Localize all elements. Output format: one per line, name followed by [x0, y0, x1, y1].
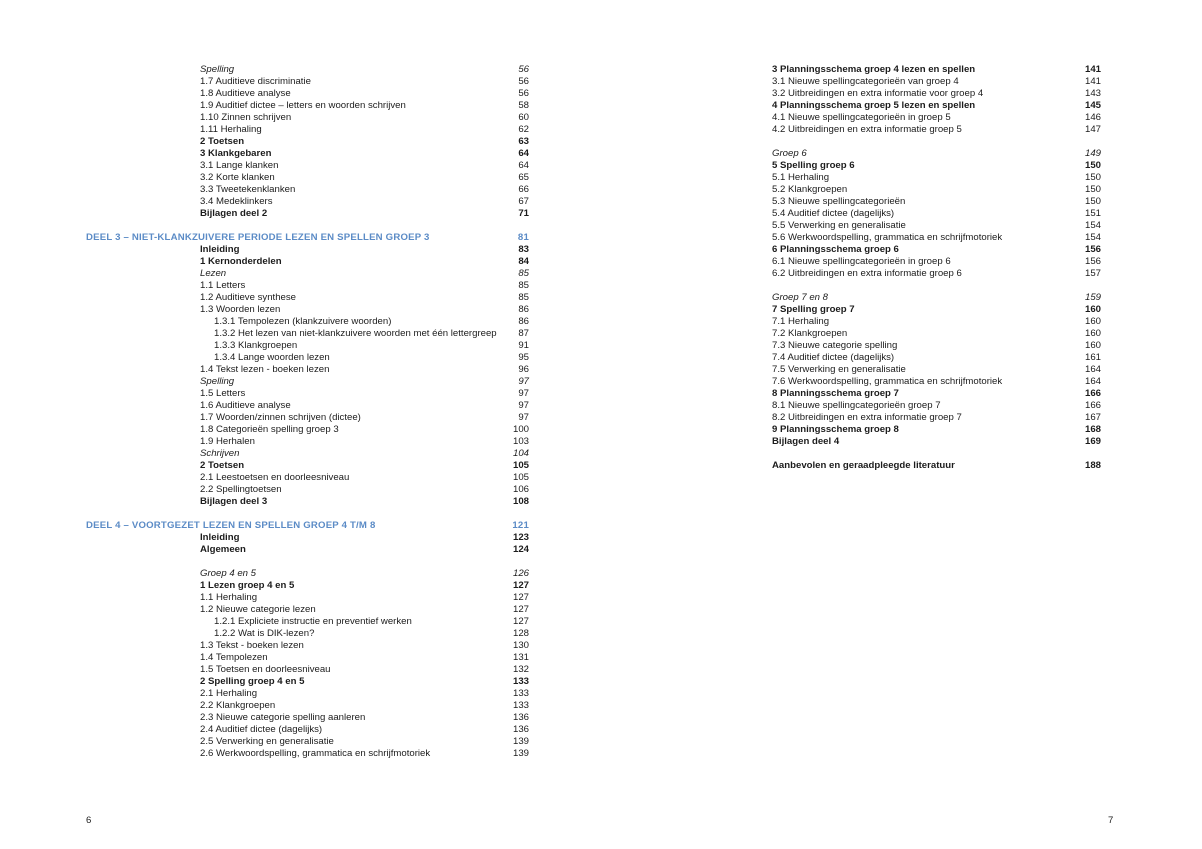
- toc-entry-title: 1.4 Tempolezen: [200, 652, 268, 663]
- toc-entry-title: 1 Kernonderdelen: [200, 256, 282, 267]
- toc-entry: [0, 160, 540, 172]
- toc-entry-title: 7.6 Werkwoordspelling, grammatica en schrijfmotoriek: [772, 376, 1003, 387]
- toc-entry-page: 151: [1084, 208, 1101, 219]
- toc-entry-title: Inleiding: [200, 244, 240, 255]
- toc-entry-page: 128: [512, 628, 529, 639]
- toc-entry-page: 86: [518, 316, 529, 327]
- toc-entry: [0, 532, 540, 544]
- toc-entry-page: 60: [518, 112, 529, 123]
- toc-entry-page: 87: [518, 328, 529, 339]
- toc-entry: [0, 448, 540, 460]
- toc-entry-title: 1.2.1 Expliciete instructie en preventief werken: [214, 616, 412, 627]
- toc-entry-page: 83: [518, 244, 529, 255]
- toc-entry-title: 3.1 Nieuwe spellingcategorieën van groep 4: [772, 76, 959, 87]
- toc-entry: [600, 304, 1110, 316]
- toc-entry-title: 1 Lezen groep 4 en 5: [200, 580, 295, 591]
- toc-entry-page: 139: [512, 736, 529, 747]
- toc-entry: [0, 256, 540, 268]
- toc-entry-title: 1.5 Toetsen en doorleesniveau: [200, 664, 331, 675]
- toc-entry-page: 85: [518, 268, 529, 279]
- toc-entry-title: 1.6 Auditieve analyse: [200, 400, 291, 411]
- toc-entry-page: 121: [512, 520, 529, 531]
- toc-entry: [0, 484, 540, 496]
- toc-entry-title: 1.1 Letters: [200, 280, 246, 291]
- toc-entry: [0, 244, 540, 256]
- toc-entry-title: 1.2 Auditieve synthese: [200, 292, 297, 303]
- toc-entry-page: 58: [518, 100, 529, 111]
- toc-entry-page: 149: [1084, 148, 1101, 159]
- toc-entry: [0, 592, 540, 604]
- toc-entry-page: 65: [518, 172, 529, 183]
- toc-entry-title: 1.3.1 Tempolezen (klankzuivere woorden): [214, 316, 392, 327]
- toc-entry-title: 1.8 Auditieve analyse: [200, 88, 291, 99]
- toc-entry-page: 85: [518, 280, 529, 291]
- toc-entry-page: 160: [1084, 340, 1101, 351]
- toc-entry-title: 1.2.2 Wat is DIK-lezen?: [214, 628, 315, 639]
- toc-entry-title: 1.3.3 Klankgroepen: [214, 340, 298, 351]
- toc-entry-page: 86: [518, 304, 529, 315]
- toc-entry-page: 85: [518, 292, 529, 303]
- toc-entry: [0, 568, 540, 580]
- toc-entry: [600, 148, 1110, 160]
- page-number-right: 7: [1108, 815, 1114, 826]
- toc-entry-title: Bijlagen deel 4: [772, 436, 840, 447]
- toc-entry-title: 2.5 Verwerking en generalisatie: [200, 736, 334, 747]
- toc-entry-page: 106: [512, 484, 529, 495]
- toc-entry-page: 132: [512, 664, 529, 675]
- toc-entry-page: 161: [1084, 352, 1101, 363]
- toc-entry: [0, 172, 540, 184]
- toc-entry-title: Algemeen: [200, 544, 246, 555]
- toc-entry: [600, 424, 1110, 436]
- toc-entry: [600, 124, 1110, 136]
- toc-entry-page: 56: [518, 64, 529, 75]
- toc-entry: [0, 616, 540, 628]
- toc-entry: [0, 316, 540, 328]
- toc-entry: [600, 436, 1110, 448]
- toc-entry-page: 97: [518, 388, 529, 399]
- toc-entry-title: 2.2 Klankgroepen: [200, 700, 276, 711]
- toc-entry-page: 164: [1084, 364, 1101, 375]
- toc-entry: [600, 400, 1110, 412]
- toc-entry-title: 6 Planningsschema groep 6: [772, 244, 899, 255]
- toc-entry-title: 2.2 Spellingtoetsen: [200, 484, 282, 495]
- toc-entry-page: 91: [518, 340, 529, 351]
- toc-entry-title: 3 Klankgebaren: [200, 148, 272, 159]
- toc-spacer: [600, 280, 1110, 292]
- toc-entry: [0, 364, 540, 376]
- toc-entry-page: 169: [1084, 436, 1101, 447]
- toc-entry: [600, 112, 1110, 124]
- toc-entry-page: 96: [518, 364, 529, 375]
- toc-entry-page: 123: [512, 532, 529, 543]
- toc-entry-title: 7.2 Klankgroepen: [772, 328, 848, 339]
- toc-entry-title: Groep 7 en 8: [772, 292, 829, 303]
- toc-entry: [0, 208, 540, 220]
- toc-entry-title: 1.10 Zinnen schrijven: [200, 112, 292, 123]
- toc-entry-title: 1.3 Tekst - boeken lezen: [200, 640, 304, 651]
- toc-entry-title: Groep 6: [772, 148, 807, 159]
- toc-entry-page: 81: [517, 232, 529, 243]
- toc-spacer: [0, 220, 540, 232]
- toc-entry: [600, 268, 1110, 280]
- toc-entry-title: 5.5 Verwerking en generalisatie: [772, 220, 906, 231]
- toc-entry-title: 9 Planningsschema groep 8: [772, 424, 899, 435]
- toc-entry: [0, 712, 540, 724]
- toc-part-heading: [0, 520, 540, 532]
- toc-entry-title: Spelling: [200, 64, 235, 75]
- toc-entry-page: 160: [1084, 304, 1101, 315]
- toc-entry-title: 7.1 Herhaling: [772, 316, 830, 327]
- toc-entry-title: 3 Planningsschema groep 4 lezen en spellen: [772, 64, 976, 75]
- toc-entry: [0, 64, 540, 76]
- toc-entry-title: 2 Toetsen: [200, 460, 245, 471]
- toc-entry-page: 124: [512, 544, 529, 555]
- toc-entry: [600, 208, 1110, 220]
- toc-entry: [0, 652, 540, 664]
- toc-entry: [0, 340, 540, 352]
- toc-entry: [600, 352, 1110, 364]
- toc-entry: [600, 196, 1110, 208]
- toc-entry-page: 166: [1084, 388, 1101, 399]
- toc-entry-title: 8.1 Nieuwe spellingcategorieën groep 7: [772, 400, 941, 411]
- toc-spacer: [0, 508, 540, 520]
- toc-entry-title: 5.6 Werkwoordspelling, grammatica en schrijfmotoriek: [772, 232, 1003, 243]
- toc-part-heading: [0, 232, 540, 244]
- toc-entry-page: 97: [518, 400, 529, 411]
- toc-entry: [600, 244, 1110, 256]
- toc-entry-page: 159: [1084, 292, 1101, 303]
- toc-entry-title: 4.1 Nieuwe spellingcategorieën in groep 5: [772, 112, 951, 123]
- toc-entry-page: 126: [512, 568, 529, 579]
- toc-entry-page: 71: [518, 208, 529, 219]
- toc-entry-title: 6.1 Nieuwe spellingcategorieën in groep 6: [772, 256, 951, 267]
- toc-entry-page: 168: [1084, 424, 1101, 435]
- toc-entry-title: 5.2 Klankgroepen: [772, 184, 848, 195]
- toc-entry: [0, 100, 540, 112]
- toc-entry: [0, 580, 540, 592]
- toc-entry-page: 104: [512, 448, 529, 459]
- toc-entry-title: 1.8 Categorieën spelling groep 3: [200, 424, 339, 435]
- toc-entry: [600, 172, 1110, 184]
- toc-entry-title: 8 Planningsschema groep 7: [772, 388, 899, 399]
- toc-entry-title: 2.4 Auditief dictee (dagelijks): [200, 724, 323, 735]
- toc-entry-page: 150: [1084, 196, 1101, 207]
- toc-entry: [0, 88, 540, 100]
- toc-entry-title: Bijlagen deel 2: [200, 208, 268, 219]
- toc-entry-page: 64: [518, 148, 529, 159]
- toc-entry-title: 7.3 Nieuwe categorie spelling: [772, 340, 898, 351]
- toc-entry: [0, 376, 540, 388]
- toc-entry-page: 97: [518, 376, 529, 387]
- toc-entry-page: 66: [518, 184, 529, 195]
- toc-entry-page: 147: [1084, 124, 1101, 135]
- toc-entry: [0, 736, 540, 748]
- toc-entry: [0, 544, 540, 556]
- toc-entry: [0, 268, 540, 280]
- toc-entry-page: 62: [518, 124, 529, 135]
- toc-entry-page: 141: [1084, 64, 1101, 75]
- toc-entry-title: 1.9 Herhalen: [200, 436, 255, 447]
- toc-entry: [600, 316, 1110, 328]
- toc-entry: [0, 664, 540, 676]
- toc-entry: [600, 88, 1110, 100]
- toc-entry-title: Bijlagen deel 3: [200, 496, 268, 507]
- toc-entry-page: 156: [1084, 244, 1101, 255]
- toc-entry: [0, 112, 540, 124]
- toc-entry: [0, 424, 540, 436]
- toc-entry: [600, 376, 1110, 388]
- toc-entry-page: 136: [512, 724, 529, 735]
- toc-entry-title: 1.4 Tekst lezen - boeken lezen: [200, 364, 330, 375]
- toc-entry: [0, 436, 540, 448]
- toc-entry-title: Aanbevolen en geraadpleegde literatuur: [772, 460, 955, 471]
- toc-entry-title: 5.3 Nieuwe spellingcategorieën: [772, 196, 906, 207]
- toc-entry-title: 3.4 Medeklinkers: [200, 196, 273, 207]
- toc-entry-page: 143: [1084, 88, 1101, 99]
- toc-entry-page: 105: [512, 472, 529, 483]
- toc-entry-page: 166: [1084, 400, 1101, 411]
- toc-entry-page: 154: [1084, 220, 1101, 231]
- toc-entry-page: 64: [518, 160, 529, 171]
- toc-entry: [0, 136, 540, 148]
- toc-entry-page: 133: [512, 700, 529, 711]
- toc-entry-page: 133: [512, 688, 529, 699]
- toc-entry: [0, 724, 540, 736]
- toc-entry-page: 95: [518, 352, 529, 363]
- toc-spacer: [0, 556, 540, 568]
- toc-entry-title: 2 Spelling groep 4 en 5: [200, 676, 305, 687]
- toc-entry-page: 67: [518, 196, 529, 207]
- toc-entry: [600, 184, 1110, 196]
- toc-entry: [600, 160, 1110, 172]
- toc-entry: [0, 460, 540, 472]
- toc-entry-page: 145: [1084, 100, 1101, 111]
- toc-entry-title: DEEL 4 – VOORTGEZET LEZEN EN SPELLEN GROEP 4 T/M 8: [86, 520, 376, 531]
- toc-entry-page: 157: [1084, 268, 1101, 279]
- toc-entry-title: Spelling: [200, 376, 235, 387]
- toc-entry: [600, 460, 1110, 472]
- toc-entry-page: 103: [512, 436, 529, 447]
- toc-entry-title: 4.2 Uitbreidingen en extra informatie groep 5: [772, 124, 962, 135]
- toc-right-column: [600, 64, 1110, 472]
- toc-entry-title: 3.2 Korte klanken: [200, 172, 275, 183]
- toc-left-column: [0, 64, 540, 760]
- toc-entry-title: 2.1 Herhaling: [200, 688, 258, 699]
- toc-entry-title: 2.3 Nieuwe categorie spelling aanleren: [200, 712, 366, 723]
- toc-entry: [600, 76, 1110, 88]
- toc-entry-title: 5 Spelling groep 6: [772, 160, 855, 171]
- toc-entry-title: 1.3 Woorden lezen: [200, 304, 281, 315]
- toc-entry: [0, 628, 540, 640]
- toc-entry: [0, 640, 540, 652]
- toc-entry-title: 7.5 Verwerking en generalisatie: [772, 364, 906, 375]
- toc-entry-title: DEEL 3 – NIET-KLANKZUIVERE PERIODE LEZEN EN SPELLEN GROEP 3: [86, 232, 430, 243]
- toc-entry-title: Lezen: [200, 268, 227, 279]
- toc-entry-page: 150: [1084, 160, 1101, 171]
- toc-entry-title: 8.2 Uitbreidingen en extra informatie groep 7: [772, 412, 962, 423]
- toc-entry-title: 5.1 Herhaling: [772, 172, 830, 183]
- toc-entry-title: Groep 4 en 5: [200, 568, 257, 579]
- toc-entry-title: 2.6 Werkwoordspelling, grammatica en schrijfmotoriek: [200, 748, 431, 759]
- toc-entry-page: 188: [1084, 460, 1101, 471]
- toc-entry: [0, 124, 540, 136]
- toc-entry-page: 100: [512, 424, 529, 435]
- toc-entry: [600, 328, 1110, 340]
- toc-entry: [0, 496, 540, 508]
- toc-entry-page: 108: [512, 496, 529, 507]
- toc-entry-title: 6.2 Uitbreidingen en extra informatie groep 6: [772, 268, 962, 279]
- toc-entry: [600, 340, 1110, 352]
- toc-entry-page: 130: [512, 640, 529, 651]
- toc-entry-title: 7.4 Auditief dictee (dagelijks): [772, 352, 895, 363]
- toc-entry: [600, 412, 1110, 424]
- toc-entry: [0, 676, 540, 688]
- toc-entry-page: 150: [1084, 184, 1101, 195]
- toc-entry: [0, 328, 540, 340]
- toc-entry: [0, 700, 540, 712]
- toc-entry: [0, 412, 540, 424]
- toc-entry-page: 131: [512, 652, 529, 663]
- toc-entry-title: 3.1 Lange klanken: [200, 160, 279, 171]
- toc-entry-page: 84: [518, 256, 529, 267]
- toc-entry-title: 1.2 Nieuwe categorie lezen: [200, 604, 316, 615]
- toc-entry-title: 1.7 Auditieve discriminatie: [200, 76, 311, 87]
- toc-entry-page: 105: [512, 460, 529, 471]
- toc-entry-page: 56: [518, 76, 529, 87]
- toc-entry: [0, 148, 540, 160]
- toc-entry: [600, 220, 1110, 232]
- toc-entry: [0, 748, 540, 760]
- toc-entry: [0, 352, 540, 364]
- toc-entry-title: 3.2 Uitbreidingen en extra informatie voor groep 4: [772, 88, 984, 99]
- toc-entry-page: 56: [518, 88, 529, 99]
- toc-entry-page: 139: [512, 748, 529, 759]
- toc-entry-title: 1.11 Herhaling: [200, 124, 262, 135]
- toc-spacer: [600, 136, 1110, 148]
- toc-entry-page: 167: [1084, 412, 1101, 423]
- toc-entry-page: 127: [512, 604, 529, 615]
- toc-entry: [0, 388, 540, 400]
- toc-entry: [600, 64, 1110, 76]
- toc-entry-page: 136: [512, 712, 529, 723]
- toc-entry: [0, 292, 540, 304]
- toc-spacer: [600, 448, 1110, 460]
- toc-entry: [0, 184, 540, 196]
- toc-entry: [600, 232, 1110, 244]
- toc-entry: [0, 196, 540, 208]
- toc-entry-title: 1.1 Herhaling: [200, 592, 258, 603]
- toc-entry-title: 1.5 Letters: [200, 388, 246, 399]
- toc-entry: [600, 256, 1110, 268]
- toc-entry-title: 1.9 Auditief dictee – letters en woorden schrijven: [200, 100, 406, 111]
- toc-entry-page: 141: [1084, 76, 1101, 87]
- toc-entry-page: 133: [512, 676, 529, 687]
- toc-entry-page: 127: [512, 592, 529, 603]
- toc-entry-page: 150: [1084, 172, 1101, 183]
- toc-entry-page: 154: [1084, 232, 1101, 243]
- toc-entry-title: 2 Toetsen: [200, 136, 245, 147]
- toc-entry-title: 2.1 Leestoetsen en doorleesniveau: [200, 472, 350, 483]
- toc-entry: [0, 280, 540, 292]
- toc-entry-title: 1.7 Woorden/zinnen schrijven (dictee): [200, 412, 361, 423]
- toc-entry: [0, 76, 540, 88]
- page-number-left: 6: [86, 815, 92, 826]
- toc-entry-title: Inleiding: [200, 532, 240, 543]
- toc-entry-title: 1.3.2 Het lezen van niet-klankzuivere woorden met één lettergreep: [214, 328, 497, 339]
- toc-entry-page: 127: [512, 616, 529, 627]
- toc-entry: [600, 100, 1110, 112]
- toc-entry: [0, 604, 540, 616]
- toc-entry-page: 146: [1084, 112, 1101, 123]
- toc-entry: [0, 688, 540, 700]
- toc-entry-page: 160: [1084, 328, 1101, 339]
- toc-entry-title: Schrijven: [200, 448, 240, 459]
- toc-entry: [0, 304, 540, 316]
- toc-entry: [600, 364, 1110, 376]
- toc-entry-title: 1.3.4 Lange woorden lezen: [214, 352, 330, 363]
- toc-entry-page: 63: [518, 136, 529, 147]
- toc-entry-page: 160: [1084, 316, 1101, 327]
- toc-entry-title: 5.4 Auditief dictee (dagelijks): [772, 208, 895, 219]
- toc-entry-page: 164: [1084, 376, 1101, 387]
- toc-entry-page: 97: [518, 412, 529, 423]
- toc-entry-page: 156: [1084, 256, 1101, 267]
- toc-entry-title: 4 Planningsschema groep 5 lezen en spellen: [772, 100, 976, 111]
- toc-entry-title: 3.3 Tweetekenklanken: [200, 184, 296, 195]
- toc-entry-title: 7 Spelling groep 7: [772, 304, 855, 315]
- toc-entry: [0, 400, 540, 412]
- toc-entry: [600, 388, 1110, 400]
- toc-entry: [600, 292, 1110, 304]
- toc-entry-page: 127: [512, 580, 529, 591]
- toc-entry: [0, 472, 540, 484]
